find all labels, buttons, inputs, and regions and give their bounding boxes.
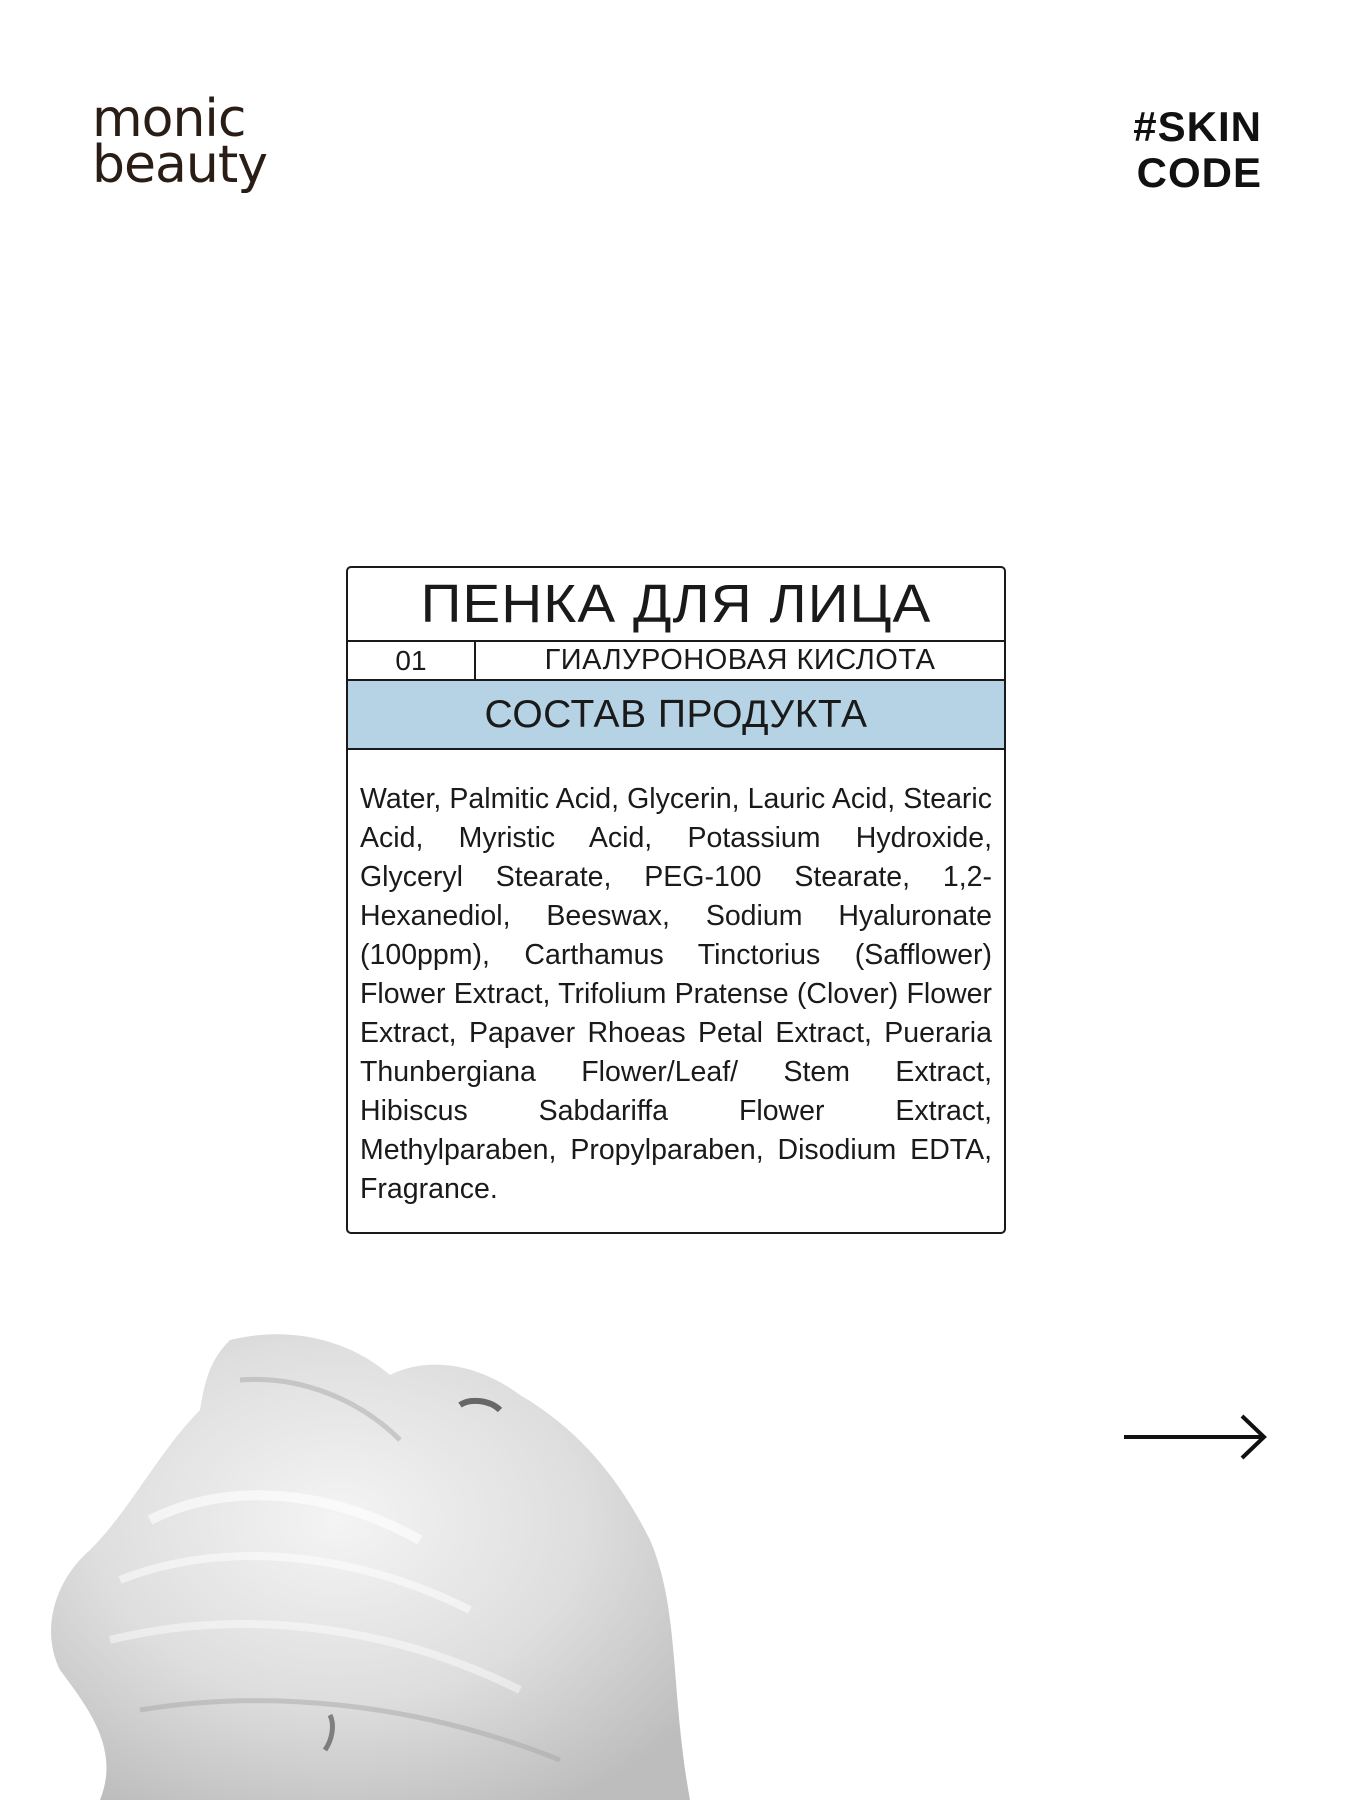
- product-subheader: [348, 642, 1004, 681]
- cream-swatch-image: [0, 1320, 700, 1800]
- arrow-right-icon[interactable]: [1124, 1412, 1270, 1462]
- product-title: ПЕНКА ДЛЯ ЛИЦА: [346, 568, 1006, 642]
- skin-code-tag: [1133, 104, 1262, 196]
- product-number: 01: [348, 642, 476, 679]
- product-subtitle: ГИАЛУРОНОВАЯ КИСЛОТА: [544, 644, 936, 676]
- composition-header: СОСТАВ ПРОДУКТА: [348, 681, 1004, 750]
- brand-logo: [92, 89, 267, 195]
- tag-line-skin: #SKIN: [1133, 103, 1262, 150]
- logo-line-monic: monic: [92, 89, 246, 149]
- logo-line-beauty: beauty: [92, 135, 267, 195]
- product-card: [346, 566, 1006, 1234]
- ingredients-text: Water, Palmitic Acid, Glycerin, Lauric Acid, Stearic Acid, Myristic Acid, Potassium Hydroxide, Glyceryl Stearate, PEG-100 Stearate, 1,2-Hexanediol, Beeswax, Sodium Hyaluronate (100ppm), Carthamus Tinctorius (Safflower) Flower Extract, Trifolium Pratense (Clover) Flower Extract, Papaver Rhoeas Petal Extract, Pueraria Thunbergiana Flower/Leaf/ Stem Extract, Hibiscus Sabdariffa Flower Extract, Methylparaben, Propylparaben, Disodium EDTA, Fragrance.: [360, 783, 992, 1205]
- tag-line-code: CODE: [1136, 149, 1262, 196]
